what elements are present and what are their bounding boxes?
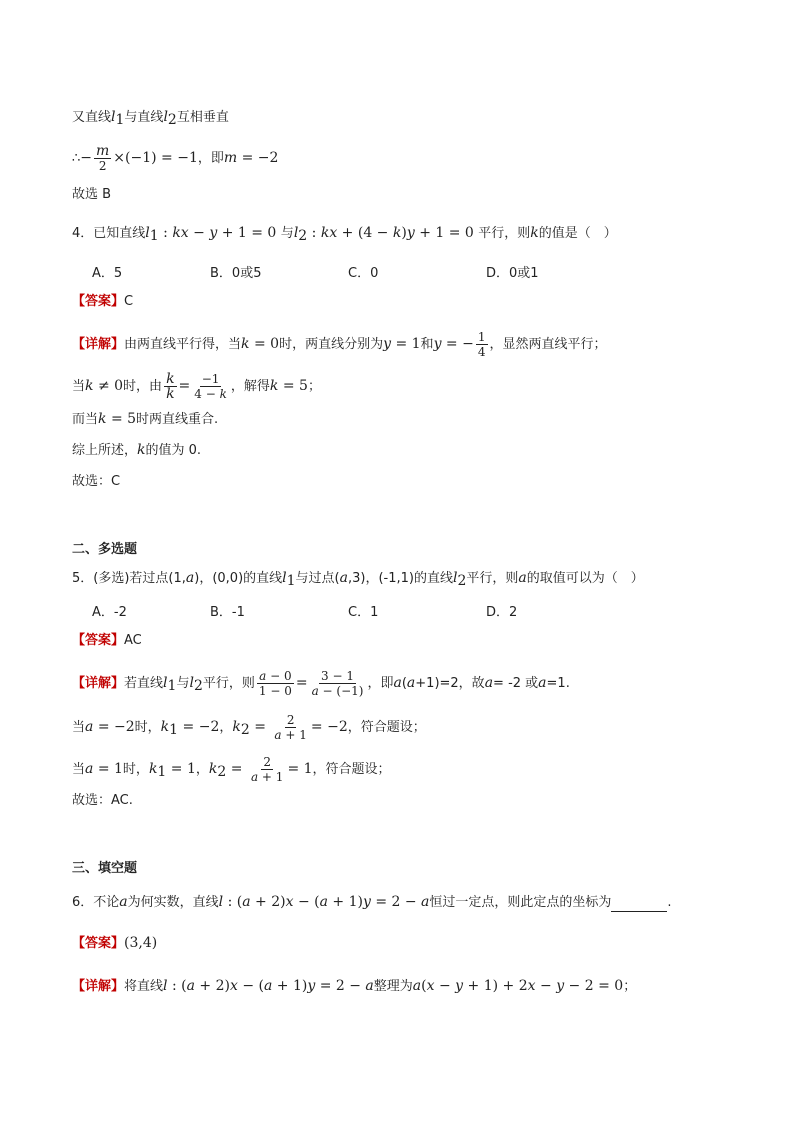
- q4-option-a: A．5: [92, 266, 123, 281]
- intro-line-1: 又直线$l_1$与直线$l_2$互相垂直: [72, 109, 229, 128]
- q6-stem: 6．不论a为何实数，直线l : (a + 2)x − (a + 1)y = 2 − a恒过一定点，则此定点的坐标为 .: [72, 894, 672, 910]
- q5-option-a: A．-2: [92, 605, 127, 620]
- section-title-multi-choice: 二、多选题: [72, 542, 138, 557]
- answer-blank[interactable]: [611, 897, 667, 912]
- q6-detail-1: 【详解】将直线l : (a + 2)x − (a + 1)y = 2 − a整理为a(x − y + 1) + 2x − y − 2 = 0；: [72, 978, 637, 994]
- q4-detail-1: 【详解】由两直线平行得，当k = 0时，两直线分别为y = 1和y = − $\frac{1}{4}$ ，显然两直线平行；: [72, 330, 607, 359]
- intro-line-3: 故选 B: [72, 187, 112, 202]
- q5-detail-1: 【详解】若直线$l_1$与$l_2$平行，则 $\frac{a - 0}{1 - 0}$ = $\frac{3 - 1}{a - (-1)}$ ，即a(a+1)=2，故a= -2 或a=1.: [72, 669, 570, 698]
- q5-detail-3: 当a = 1时，$k_1 = 1$，$k_2$ = $\frac{2}{a + 1}$ = 1，符合题设；: [72, 755, 391, 784]
- q4-detail-2: 当k ≠ 0时，由 $\frac{k}{k}$ = $\frac{-1}{4 - k}$ ，解得k = 5；: [72, 371, 321, 402]
- q4-detail-5: 故选：C: [72, 474, 121, 489]
- q5-stem: 5．(多选)若过点(1,a)，(0,0)的直线$l_1$与过点(a,3)，(-1,1)的直线$l_2$平行，则a的取值可以为（ ）: [72, 570, 644, 589]
- q5-detail-4: 故选：AC.: [72, 793, 133, 808]
- q5-option-d: D．2: [486, 605, 518, 620]
- q5-option-b: B．-1: [210, 605, 245, 620]
- q4-detail-4: 综上所述，k的值为 0.: [72, 442, 202, 458]
- section-title-fill-blank: 三、填空题: [72, 861, 138, 876]
- q4-stem: 4．已知直线$l_1$ : kx − y + 1 = 0 与$l_2$ : kx + (4 − k)y + 1 = 0 平行，则k的值是（ ）: [72, 225, 617, 244]
- q5-option-c: C．1: [348, 605, 379, 620]
- q4-detail-3: 而当k = 5时两直线重合.: [72, 411, 219, 427]
- q6-answer: 【答案】(3,4): [72, 935, 158, 951]
- q4-option-b: B．0或5: [210, 266, 262, 281]
- intro-line-2: ∴− $\frac{m}{2}$ ×(−1) = −1，即m = −2: [72, 143, 279, 173]
- q5-detail-2: 当a = −2时，$k_1 = -2$，$k_2$ = $\frac{2}{a + 1}$ = −2，符合题设；: [72, 713, 426, 742]
- q4-answer: 【答案】C: [72, 294, 134, 309]
- q4-option-c: C．0: [348, 266, 379, 281]
- q4-option-d: D．0或1: [486, 266, 539, 281]
- q5-answer: 【答案】AC: [72, 633, 142, 648]
